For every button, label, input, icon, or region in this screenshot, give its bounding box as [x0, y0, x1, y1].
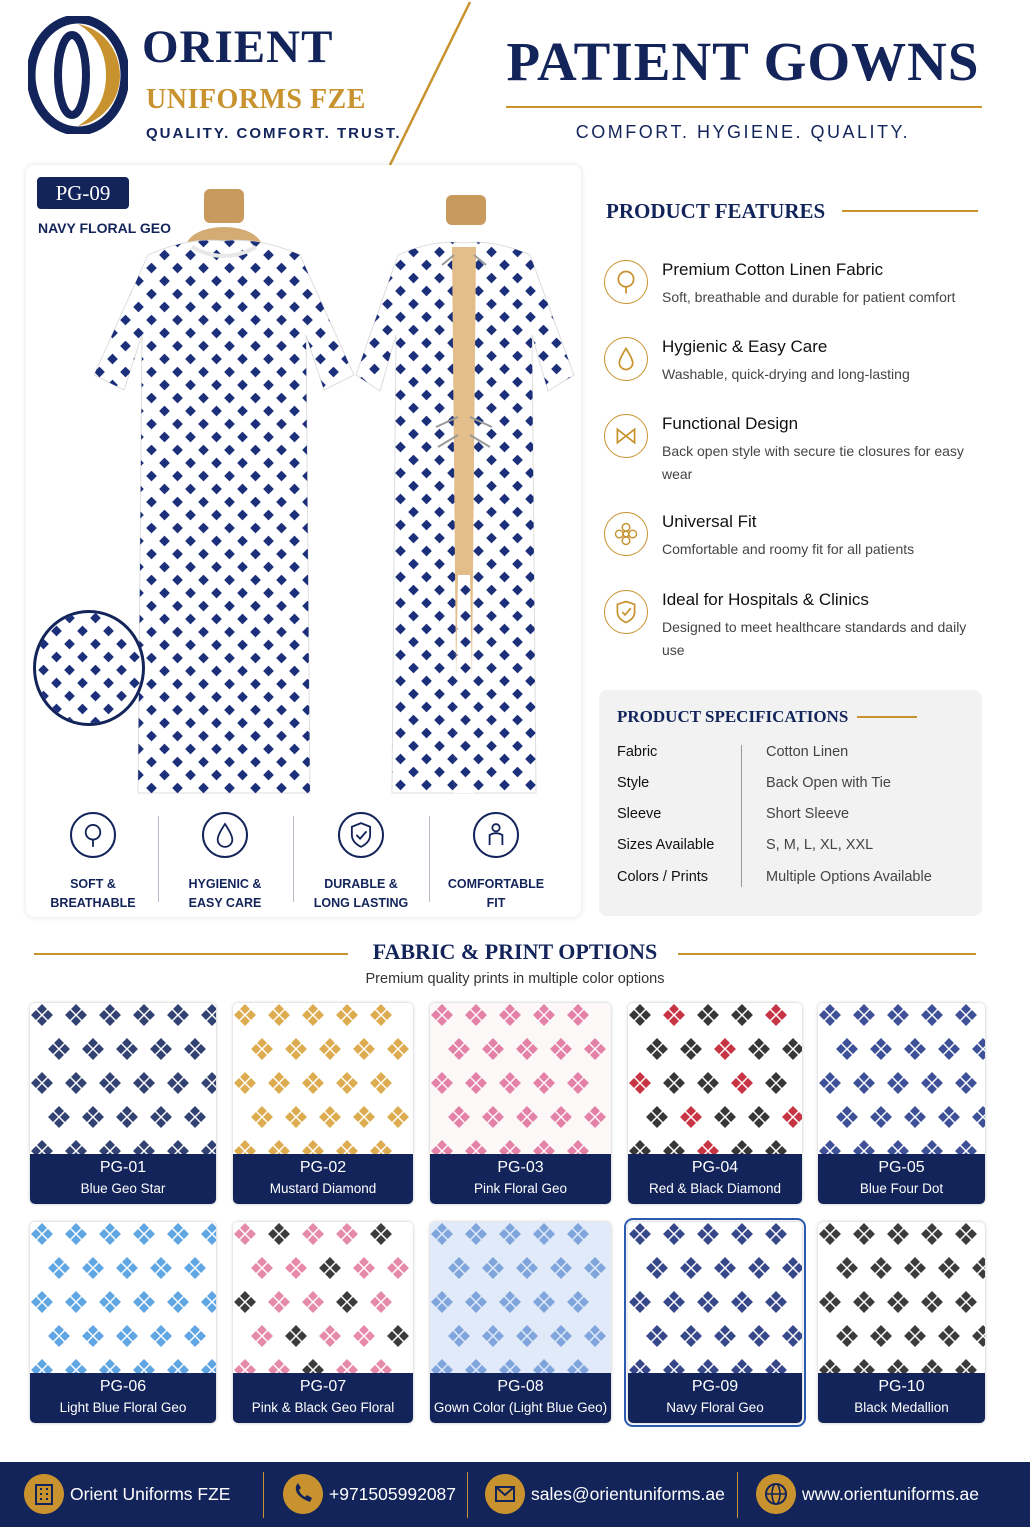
feature-title: Ideal for Hospitals & Clinics [662, 590, 869, 609]
fabric-pattern-swatch [430, 1222, 611, 1374]
fabric-pattern-swatch [430, 1003, 611, 1155]
feature-desc: Designed to meet healthcare standards and daily use [662, 619, 967, 658]
benefit-label-1: COMFORTABLE [447, 877, 545, 891]
feature-title: Functional Design [662, 414, 799, 433]
fabric-code: PG-02 [299, 1159, 347, 1176]
fabric-closeup-swatch [33, 610, 145, 726]
footer-company-label: Orient Uniforms FZE [70, 1484, 231, 1504]
envelope-icon [485, 1474, 525, 1514]
features-heading: PRODUCT FEATURES [606, 199, 826, 223]
fabric-tile[interactable] [30, 1003, 216, 1204]
specs-divider [741, 745, 742, 887]
fabric-code: PG-04 [691, 1159, 739, 1176]
droplet-icon [604, 337, 648, 381]
fabric-tile[interactable] [30, 1222, 216, 1423]
footer-phone-label[interactable]: +971505992087 [329, 1484, 457, 1504]
title-rule [506, 106, 982, 108]
benefit-soft [28, 812, 158, 913]
fabric-pattern-swatch [818, 1003, 985, 1155]
brand-tagline: QUALITY. COMFORT. TRUST. [146, 125, 402, 142]
benefit-hygienic [160, 812, 290, 913]
fabric-caption [233, 1373, 413, 1423]
fabric-tile[interactable] [628, 1222, 802, 1423]
tie-bow-icon [604, 414, 648, 458]
feature-title: Premium Cotton Linen Fabric [662, 260, 884, 279]
phone-icon [283, 1474, 323, 1514]
shield-check-icon [338, 812, 384, 858]
benefit-label-1: SOFT & [70, 877, 116, 891]
shield-check-icon [604, 590, 648, 634]
fabric-name: Gown Color (Light Blue Geo) [433, 1400, 608, 1415]
fabric-caption [818, 1154, 985, 1204]
fabric-tile[interactable] [818, 1222, 985, 1423]
spec-value: Back Open with Tie [766, 775, 891, 791]
fabric-code: PG-07 [299, 1378, 347, 1395]
fabric-caption [430, 1154, 611, 1204]
spec-key: Sizes Available [617, 837, 715, 853]
page-subtitle: COMFORT. HYGIENE. QUALITY. [575, 122, 911, 142]
fabric-caption [628, 1373, 802, 1423]
building-icon [24, 1474, 64, 1514]
spec-value: Cotton Linen [766, 744, 849, 760]
spec-key: Colors / Prints [617, 869, 709, 885]
droplet-icon [202, 812, 248, 858]
person-icon [473, 812, 519, 858]
benefit-label-1: DURABLE & [324, 877, 398, 891]
fabric-pattern-swatch [628, 1222, 802, 1374]
fabric-code: PG-09 [691, 1378, 739, 1395]
brand-subname: UNIFORMS FZE [146, 84, 366, 115]
benefit-label-2: BREATHABLE [50, 896, 136, 910]
fabric-tile[interactable] [818, 1003, 985, 1204]
footer-divider [737, 1472, 738, 1518]
fabric-code: PG-05 [878, 1159, 925, 1176]
fabric-caption [30, 1373, 216, 1423]
fabric-pattern-swatch [30, 1003, 216, 1155]
benefit-comfort [431, 812, 561, 913]
benefit-divider [429, 816, 430, 902]
fabric-tile[interactable] [233, 1222, 413, 1423]
fabric-tile[interactable] [430, 1222, 611, 1423]
feature-desc: Comfortable and roomy fit for all patients [662, 541, 915, 557]
fabric-name: Light Blue Floral Geo [59, 1400, 187, 1415]
page-title: PATIENT GOWNS [506, 31, 980, 92]
footer-email-label[interactable]: sales@orientuniforms.ae [531, 1484, 725, 1504]
fabric-caption [30, 1154, 216, 1204]
benefit-durable [296, 812, 426, 913]
fabric-pattern-swatch [233, 1003, 413, 1155]
spec-value: S, M, L, XL, XXL [766, 837, 874, 853]
specs-heading: PRODUCT SPECIFICATIONS [617, 707, 849, 726]
cotton-icon [604, 260, 648, 304]
feature-desc: Back open style with secure tie closures for easy wear [662, 443, 964, 482]
fabric-name: Blue Four Dot [859, 1181, 944, 1196]
fabric-caption [233, 1154, 413, 1204]
fabric-tile[interactable] [233, 1003, 413, 1204]
fabric-name: Black Medallion [854, 1400, 949, 1415]
feature-title: Hygienic & Easy Care [662, 337, 828, 356]
benefit-label-2: FIT [486, 896, 506, 910]
benefit-divider [293, 816, 294, 902]
fabric-code: PG-03 [497, 1159, 544, 1176]
brand-name: ORIENT [142, 21, 334, 73]
fabric-code: PG-10 [878, 1378, 925, 1395]
feature-title: Universal Fit [662, 512, 757, 531]
fabric-name: Red & Black Diamond [648, 1181, 782, 1196]
spec-key: Sleeve [617, 806, 662, 822]
fabric-name: Mustard Diamond [269, 1181, 377, 1196]
footer-web-label[interactable]: www.orientuniforms.ae [802, 1484, 980, 1504]
spec-key: Fabric [617, 744, 658, 760]
benefit-label-2: LONG LASTING [313, 896, 409, 910]
spec-key: Style [617, 775, 650, 791]
fabric-name: Blue Geo Star [80, 1181, 166, 1196]
footer-divider [467, 1472, 468, 1518]
specs-heading-rule [857, 716, 917, 718]
cotton-icon [70, 812, 116, 858]
feature-desc: Washable, quick-drying and long-lasting [662, 366, 910, 382]
globe-icon [756, 1474, 796, 1514]
flower-icon [604, 512, 648, 556]
product-name: NAVY FLORAL GEO [38, 220, 172, 236]
spec-value: Multiple Options Available [766, 869, 932, 885]
benefit-divider [158, 816, 159, 902]
fabric-code: PG-08 [497, 1378, 544, 1395]
fabric-caption [628, 1154, 802, 1204]
product-code-badge: PG-09 [37, 177, 129, 209]
fabric-tile[interactable] [628, 1003, 802, 1204]
fabric-code: PG-01 [99, 1159, 147, 1176]
fabric-subheading: Premium quality prints in multiple color options [365, 971, 665, 987]
fabric-tile[interactable] [430, 1003, 611, 1204]
fabric-name: Pink & Black Geo Floral [251, 1400, 395, 1415]
fabric-pattern-swatch [628, 1003, 802, 1155]
benefit-label-2: EASY CARE [188, 896, 262, 910]
fabric-code: PG-06 [99, 1378, 147, 1395]
footer-divider [263, 1472, 264, 1518]
fabric-heading: FABRIC & PRINT OPTIONS [372, 939, 658, 964]
fabric-name: Navy Floral Geo [666, 1400, 764, 1415]
fabric-caption [818, 1373, 985, 1423]
benefit-label-1: HYGIENIC & [188, 877, 262, 891]
fabric-caption [430, 1373, 611, 1423]
fabric-pattern-swatch [30, 1222, 216, 1374]
features-heading-rule [842, 210, 978, 212]
fabric-pattern-swatch [233, 1222, 413, 1374]
fabric-pattern-swatch [818, 1222, 985, 1374]
feature-desc: Soft, breathable and durable for patient comfort [662, 289, 956, 305]
spec-value: Short Sleeve [766, 806, 850, 822]
gown-back-image [354, 195, 576, 797]
fabric-name: Pink Floral Geo [473, 1181, 568, 1196]
